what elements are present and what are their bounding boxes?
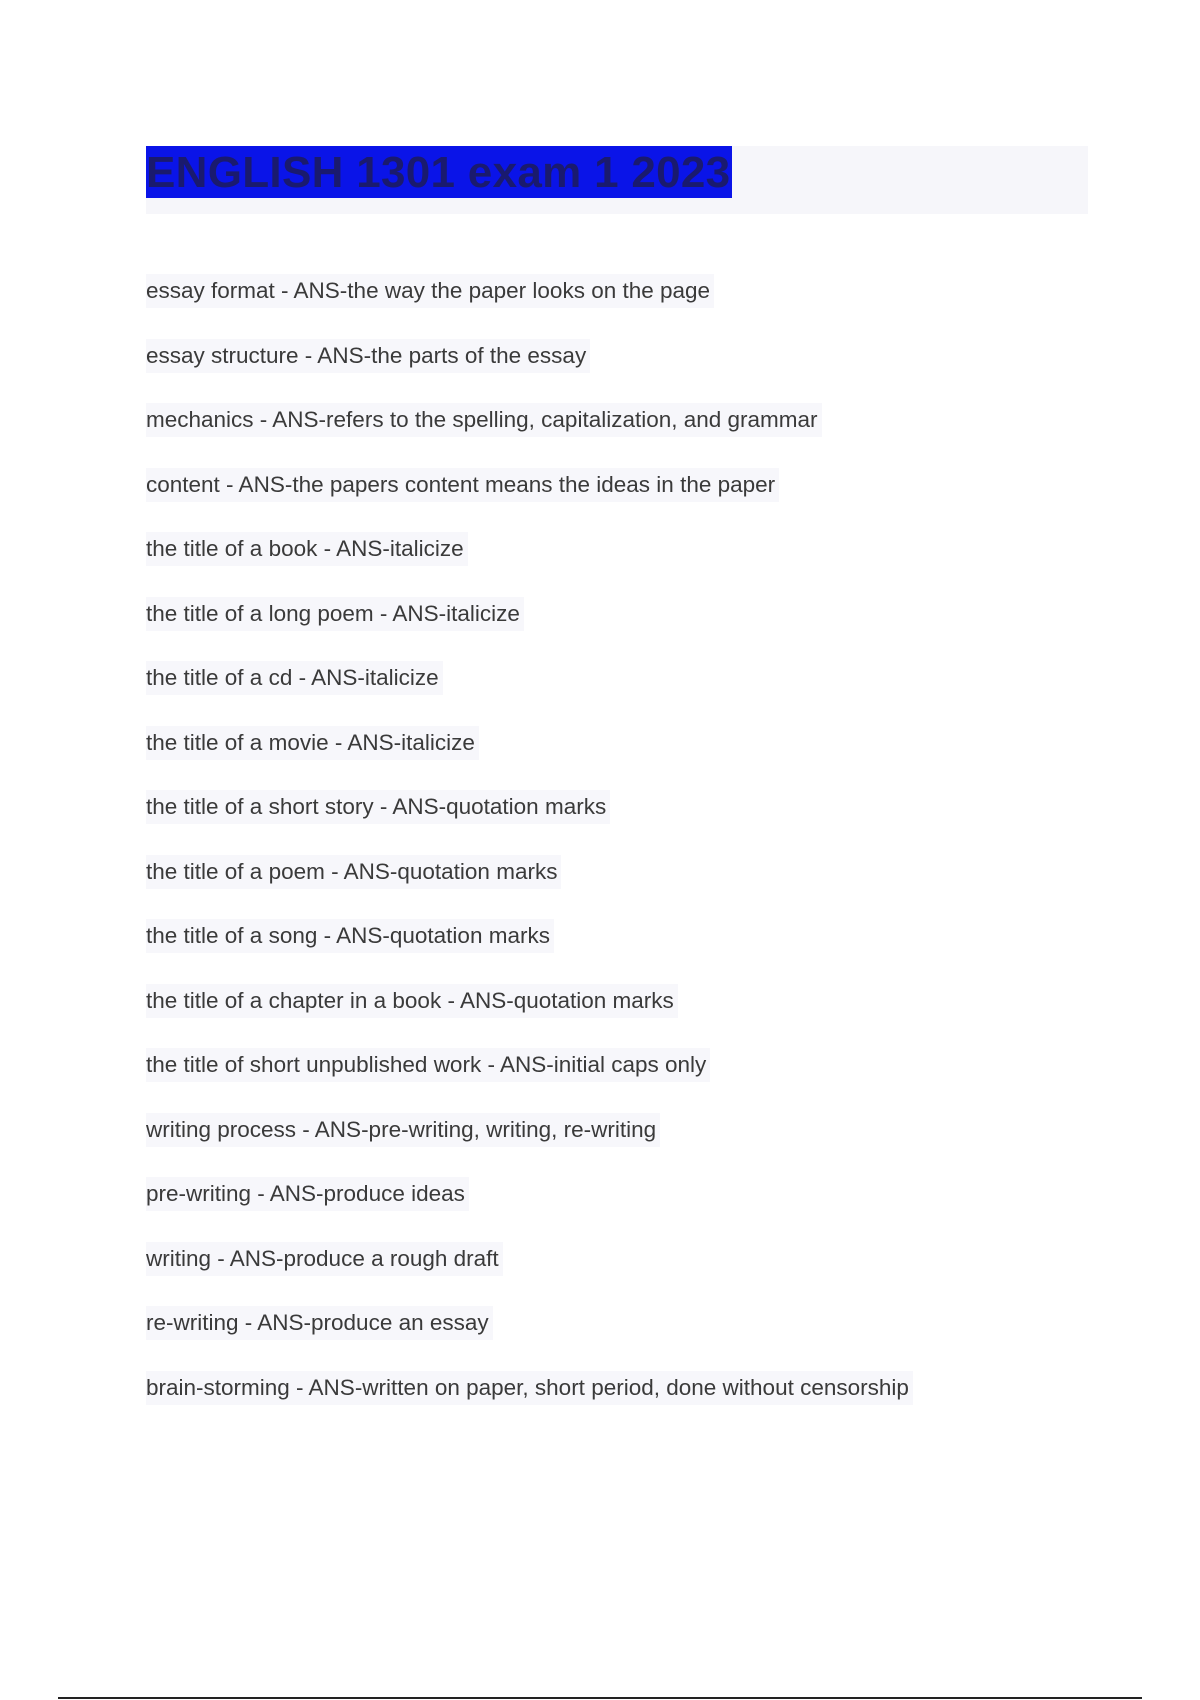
- list-item: [146, 1113, 913, 1178]
- list-item: [146, 1242, 913, 1307]
- list-item: [146, 984, 913, 1049]
- qa-list: [146, 274, 913, 1435]
- footer-divider: [58, 1697, 1142, 1699]
- qa-entry: brain-storming - ANS-written on paper, short period, done without censorship: [146, 1371, 913, 1405]
- qa-entry: essay structure - ANS-the parts of the essay: [146, 339, 590, 373]
- list-item: [146, 726, 913, 791]
- list-item: [146, 855, 913, 920]
- qa-entry: writing process - ANS-pre-writing, writing, re-writing: [146, 1113, 660, 1147]
- qa-entry: content - ANS-the papers content means the ideas in the paper: [146, 468, 779, 502]
- list-item: [146, 532, 913, 597]
- qa-entry: the title of a cd - ANS-italicize: [146, 661, 443, 695]
- qa-entry: the title of a book - ANS-italicize: [146, 532, 468, 566]
- qa-entry: the title of a short story - ANS-quotation marks: [146, 790, 610, 824]
- qa-entry: pre-writing - ANS-produce ideas: [146, 1177, 469, 1211]
- qa-entry: the title of a chapter in a book - ANS-quotation marks: [146, 984, 678, 1018]
- list-item: [146, 1371, 913, 1436]
- qa-entry: the title of a movie - ANS-italicize: [146, 726, 479, 760]
- qa-entry: the title of a poem - ANS-quotation marks: [146, 855, 561, 889]
- qa-entry: the title of short unpublished work - ANS-initial caps only: [146, 1048, 710, 1082]
- list-item: [146, 1177, 913, 1242]
- list-item: [146, 597, 913, 662]
- qa-entry: essay format - ANS-the way the paper looks on the page: [146, 274, 714, 308]
- list-item: [146, 1306, 913, 1371]
- list-item: [146, 403, 913, 468]
- qa-entry: the title of a song - ANS-quotation marks: [146, 919, 554, 953]
- qa-entry: the title of a long poem - ANS-italicize: [146, 597, 524, 631]
- page-title: ENGLISH 1301 exam 1 2023: [146, 148, 731, 197]
- list-item: [146, 468, 913, 533]
- qa-entry: writing - ANS-produce a rough draft: [146, 1242, 503, 1276]
- list-item: [146, 274, 913, 339]
- list-item: [146, 790, 913, 855]
- list-item: [146, 339, 913, 404]
- list-item: [146, 919, 913, 984]
- qa-entry: re-writing - ANS-produce an essay: [146, 1306, 493, 1340]
- list-item: [146, 1048, 913, 1113]
- qa-entry: mechanics - ANS-refers to the spelling, capitalization, and grammar: [146, 403, 822, 437]
- list-item: [146, 661, 913, 726]
